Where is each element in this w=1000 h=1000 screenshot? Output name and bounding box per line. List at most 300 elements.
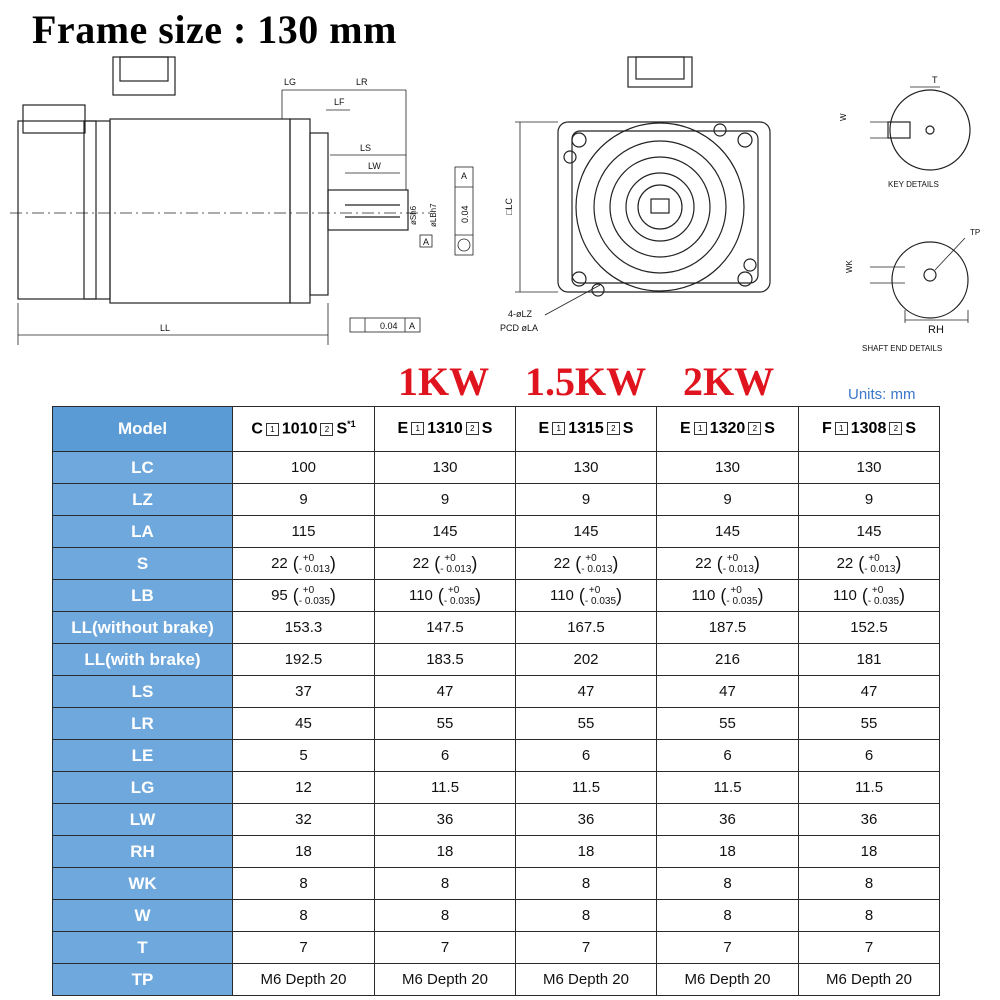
tolerance: [726, 585, 757, 607]
cell-value: 153.3: [284, 619, 323, 636]
model-suffix: S: [336, 420, 348, 438]
cell-value: 11.5: [571, 779, 601, 796]
table-cell: [799, 868, 940, 900]
cell-value: 12: [295, 779, 312, 796]
table-cell: [375, 644, 516, 676]
tolerance-paren: (: [711, 553, 723, 573]
cell-value: 202: [573, 651, 599, 668]
tolerance-paren: ): [895, 553, 902, 573]
table-cell: [375, 900, 516, 932]
shaft-end-details-drawing: [870, 238, 968, 323]
table-cell: [233, 708, 375, 740]
cell-value: 11.5: [713, 779, 742, 796]
model-suffix: S: [622, 420, 634, 437]
label-wk: WK: [845, 260, 854, 273]
table-cell: [516, 676, 657, 708]
tolerance-upper: +0: [868, 552, 880, 564]
tolerance: [581, 553, 612, 575]
label-t: T: [932, 75, 938, 85]
cell-value: 45: [295, 715, 312, 732]
table-cell: [375, 964, 516, 996]
tolerance: [864, 553, 895, 575]
table-cell: [657, 548, 799, 580]
cell-value: 47: [577, 683, 595, 700]
table-cell: [799, 932, 940, 964]
cell-value: 192.5: [284, 651, 323, 668]
table-row: [53, 804, 940, 836]
table-cell: [233, 740, 375, 772]
table-cell: [516, 964, 657, 996]
cell-value: 130: [714, 459, 741, 476]
tolerance-upper: +0: [585, 552, 597, 564]
cell-value: 183.5: [426, 651, 464, 668]
table-cell: [375, 932, 516, 964]
table-cell: [799, 644, 940, 676]
label-ls: LS: [360, 143, 372, 153]
row-label: LC: [53, 452, 233, 484]
table-cell: [657, 740, 799, 772]
cell-value: M6 Depth 20: [684, 971, 771, 988]
table-cell: [516, 740, 657, 772]
table-row: [53, 900, 940, 932]
cell-value: 110: [832, 586, 857, 604]
row-label: LB: [53, 580, 233, 612]
label-lb: øLBh7: [429, 203, 438, 227]
tolerance-lower: - 0.035: [298, 595, 330, 607]
technical-drawings: [0, 55, 1000, 365]
cell-value: 130: [432, 459, 458, 476]
table-cell: [657, 516, 799, 548]
table-cell: [516, 708, 657, 740]
cell-value: 55: [577, 715, 595, 732]
cell-value: 22: [271, 554, 288, 572]
power-label-2kw: 2KW: [683, 359, 775, 404]
table-cell: [799, 484, 940, 516]
tolerance-paren: (: [287, 553, 299, 573]
cell-value: 145: [573, 523, 599, 540]
cell-value: 7: [723, 939, 732, 956]
table-cell: [516, 516, 657, 548]
model-box-2: 2: [607, 422, 620, 435]
table-cell: [516, 644, 657, 676]
table-cell: [516, 580, 657, 612]
table-cell: [233, 772, 375, 804]
cell-value: 22: [412, 554, 430, 572]
model-number: 1315: [568, 420, 604, 437]
table-cell: [657, 612, 799, 644]
table-row: [53, 772, 940, 804]
cell-value: 7: [864, 939, 874, 956]
cell-value: 32: [295, 811, 312, 828]
label-ll: LL: [160, 323, 171, 333]
table-row: [53, 836, 940, 868]
table-cell: [657, 804, 799, 836]
cell-value: 167.5: [567, 619, 605, 636]
cell-value: 8: [581, 875, 591, 892]
tolerance-upper: +0: [302, 552, 315, 564]
cell-value: 22: [553, 554, 571, 572]
table-cell: [799, 964, 940, 996]
table-body: [53, 452, 940, 996]
label-runout: 0.04: [460, 205, 470, 223]
table-cell: [233, 516, 375, 548]
model-number: 1320: [709, 420, 746, 437]
tolerance-paren: (: [429, 553, 441, 573]
cell-value: 181: [856, 651, 882, 668]
table-cell: [375, 516, 516, 548]
table-cell: [375, 484, 516, 516]
cell-value: 115: [291, 523, 316, 540]
table-cell: [375, 772, 516, 804]
tolerance-lower: - 0.035: [867, 595, 900, 607]
cell-value: 47: [860, 683, 878, 700]
cell-value: 7: [299, 939, 308, 956]
tolerance: [444, 585, 475, 607]
tolerance-paren: ): [329, 585, 336, 605]
table-row: [53, 452, 940, 484]
cell-value: 47: [719, 683, 736, 700]
table-row: [53, 964, 940, 996]
model-footnote-mark: *1: [347, 419, 356, 430]
tolerance-upper: +0: [730, 584, 742, 596]
tolerance-paren: (: [856, 585, 868, 605]
cell-value: 6: [723, 747, 732, 764]
power-label-1kw: 1KW: [398, 359, 490, 404]
table-cell: [233, 644, 375, 676]
table-cell: [799, 676, 940, 708]
table-cell: [375, 708, 516, 740]
label-lz: 4-øLZ: [508, 309, 533, 319]
tolerance-paren: (: [715, 585, 727, 605]
table-cell: [375, 612, 516, 644]
table-row: [53, 484, 940, 516]
cell-value: 6: [864, 747, 874, 764]
table-cell: [516, 484, 657, 516]
model-number: 1310: [427, 420, 463, 437]
tolerance-paren: (: [432, 585, 444, 605]
label-w: W: [839, 113, 848, 121]
tolerance: [299, 553, 330, 575]
model-header: [375, 407, 516, 452]
row-label: S: [53, 548, 233, 580]
tolerance-paren: (: [573, 585, 585, 605]
cell-value: 8: [581, 907, 591, 924]
cell-value: 36: [436, 811, 454, 828]
tolerance-lower: - 0.035: [584, 595, 617, 607]
table-cell: [233, 676, 375, 708]
label-lf: LF: [334, 97, 345, 107]
cell-value: 9: [864, 491, 874, 508]
model-header: [233, 407, 375, 452]
tolerance-upper: +0: [447, 584, 460, 596]
model-box-1: 1: [694, 422, 707, 435]
row-label: W: [53, 900, 233, 932]
table-cell: [233, 804, 375, 836]
table-cell: [657, 900, 799, 932]
table-cell: [799, 452, 940, 484]
tolerance-lower: - 0.013: [864, 563, 896, 575]
table-cell: [233, 964, 375, 996]
cell-value: 18: [860, 843, 878, 860]
tolerance: [723, 553, 754, 575]
tolerance-paren: ): [612, 553, 619, 573]
cell-value: 9: [299, 491, 308, 508]
page-title: Frame size : 130 mm: [32, 7, 397, 52]
cell-value: 8: [440, 907, 450, 924]
front-view-drawing: [515, 57, 770, 315]
tolerance-upper: +0: [302, 584, 315, 596]
table-cell: [375, 580, 516, 612]
table-cell: [799, 836, 940, 868]
cell-value: 55: [436, 715, 454, 732]
table-row: [53, 644, 940, 676]
tolerance-upper: +0: [444, 552, 456, 564]
shaft-end-details-caption: SHAFT END DETAILS: [862, 344, 943, 353]
table-cell: [657, 772, 799, 804]
cell-value: 216: [714, 651, 741, 668]
table-cell: [657, 964, 799, 996]
label-lr: LR: [356, 77, 368, 87]
model-number: 1308: [850, 420, 887, 437]
model-suffix: S: [905, 420, 917, 437]
table-cell: [657, 676, 799, 708]
table-cell: [516, 452, 657, 484]
row-label: LA: [53, 516, 233, 548]
tolerance-lower: - 0.013: [440, 563, 472, 575]
model-prefix: F: [821, 420, 832, 437]
tolerance: [585, 585, 616, 607]
cell-value: 5: [299, 747, 308, 764]
table-cell: [799, 804, 940, 836]
cell-value: 11.5: [430, 779, 460, 796]
table-cell: [657, 708, 799, 740]
table-cell: [657, 484, 799, 516]
model-prefix: E: [680, 420, 691, 437]
tolerance-upper: +0: [726, 552, 739, 564]
cell-value: 152.5: [850, 619, 888, 636]
cell-value: 18: [719, 843, 736, 860]
cell-value: 8: [864, 875, 874, 892]
table-row: [53, 868, 940, 900]
units-label: Units: mm: [848, 386, 916, 403]
cell-value: 100: [290, 459, 317, 476]
cell-value: 187.5: [708, 619, 747, 636]
cell-value: 8: [723, 875, 732, 892]
table-cell: [375, 676, 516, 708]
model-box-2: 2: [748, 422, 761, 435]
table-cell: [233, 580, 375, 612]
cell-value: 8: [299, 875, 308, 892]
row-label: LG: [53, 772, 233, 804]
cell-value: 9: [440, 491, 450, 508]
row-label: LL(with brake): [53, 644, 233, 676]
model-box-1: 1: [411, 422, 424, 435]
table-cell: [233, 868, 375, 900]
label-lc: □LC: [504, 198, 514, 215]
tolerance-paren: ): [471, 553, 478, 573]
model-header: [799, 407, 940, 452]
cell-value: 147.5: [426, 619, 464, 636]
table-cell: [657, 836, 799, 868]
table-cell: [375, 868, 516, 900]
table-cell: [516, 932, 657, 964]
row-label: LR: [53, 708, 233, 740]
cell-value: 8: [299, 907, 308, 924]
table-cell: [799, 900, 940, 932]
table-cell: [799, 580, 940, 612]
table-row: [53, 708, 940, 740]
label-lg: LG: [284, 77, 297, 87]
dimensions-table: [52, 406, 940, 996]
drawing-canvas: [0, 55, 1000, 365]
tolerance-lower: - 0.013: [722, 563, 754, 575]
cell-value: 8: [440, 875, 450, 892]
table-cell: [516, 868, 657, 900]
row-label: LL(without brake): [53, 612, 233, 644]
tolerance-paren: ): [899, 585, 906, 605]
label-pcd: PCD øLA: [500, 323, 539, 333]
model-box-1: 1: [835, 422, 848, 435]
cell-value: 110: [549, 586, 574, 604]
cell-value: 22: [836, 554, 854, 572]
table-cell: [516, 804, 657, 836]
table-cell: [233, 900, 375, 932]
table-cell: [516, 772, 657, 804]
table-cell: [233, 452, 375, 484]
table-row: [53, 548, 940, 580]
tolerance-lower: - 0.013: [298, 563, 330, 575]
cell-value: 11.5: [854, 779, 884, 796]
label-tp: TP: [970, 228, 981, 237]
table-cell: [233, 484, 375, 516]
label-datum: A: [461, 171, 468, 181]
model-prefix: E: [397, 420, 409, 437]
row-label: LZ: [53, 484, 233, 516]
table-cell: [233, 836, 375, 868]
table-row: [53, 580, 940, 612]
row-label: LE: [53, 740, 233, 772]
label-datum-box: A: [423, 237, 430, 247]
tolerance: [868, 585, 899, 607]
table-cell: [233, 612, 375, 644]
tolerance-paren: ): [753, 553, 760, 573]
cell-value: 130: [573, 459, 599, 476]
row-label: TP: [53, 964, 233, 996]
cell-value: 6: [440, 747, 450, 764]
table-header-row: [53, 407, 940, 452]
cell-value: 130: [856, 459, 882, 476]
tolerance-paren: (: [570, 553, 582, 573]
cell-value: 47: [436, 683, 454, 700]
table-row: [53, 516, 940, 548]
table-row: [53, 740, 940, 772]
model-number: 1010: [281, 420, 318, 438]
side-view-drawing: [10, 57, 473, 345]
row-label: LW: [53, 804, 233, 836]
table-row: [53, 932, 940, 964]
tolerance: [440, 553, 471, 575]
model-suffix: S: [764, 420, 775, 437]
table-cell: [799, 516, 940, 548]
model-box-2: 2: [466, 422, 479, 435]
tolerance-paren: (: [853, 553, 865, 573]
power-label-1-5kw: 1.5KW: [525, 359, 647, 404]
table-cell: [799, 740, 940, 772]
cell-value: 145: [714, 523, 741, 540]
cell-value: M6 Depth 20: [402, 971, 488, 988]
model-header: [657, 407, 799, 452]
table-cell: [233, 548, 375, 580]
model-box-1: 1: [552, 422, 565, 435]
cell-value: 22: [695, 554, 712, 572]
tolerance-lower: - 0.035: [443, 595, 476, 607]
cell-value: M6 Depth 20: [826, 971, 912, 988]
cell-value: 18: [577, 843, 595, 860]
cell-value: M6 Depth 20: [543, 971, 629, 988]
cell-value: 145: [432, 523, 458, 540]
model-prefix: E: [538, 420, 550, 437]
cell-value: 7: [440, 939, 450, 956]
table-cell: [516, 900, 657, 932]
cell-value: 8: [864, 907, 874, 924]
table-cell: [375, 836, 516, 868]
key-details-caption: KEY DETAILS: [888, 180, 939, 189]
table-cell: [657, 580, 799, 612]
tolerance-lower: - 0.035: [726, 595, 758, 607]
key-details-drawing: [870, 87, 970, 170]
table-cell: [375, 452, 516, 484]
cell-value: 36: [860, 811, 878, 828]
model-header: [516, 407, 657, 452]
cell-value: 6: [581, 747, 591, 764]
model-box-2: 2: [320, 423, 333, 436]
tolerance-upper: +0: [588, 584, 601, 596]
label-perp-datum: A: [409, 321, 416, 331]
cell-value: 37: [295, 683, 312, 700]
cell-value: M6 Depth 20: [260, 971, 347, 988]
table-cell: [516, 548, 657, 580]
table-cell: [375, 804, 516, 836]
label-rh: RH: [928, 324, 944, 336]
model-prefix: C: [251, 420, 263, 438]
label-perpendicularity: 0.04: [380, 321, 398, 331]
table-cell: [375, 740, 516, 772]
table-cell: [516, 612, 657, 644]
table-cell: [516, 836, 657, 868]
cell-value: 8: [723, 907, 732, 924]
table-cell: [799, 612, 940, 644]
cell-value: 145: [856, 523, 882, 540]
tolerance-upper: +0: [871, 584, 884, 596]
row-label: T: [53, 932, 233, 964]
tolerance: [299, 585, 330, 607]
model-box-2: 2: [889, 422, 902, 435]
table-cell: [233, 932, 375, 964]
table-cell: [799, 708, 940, 740]
cell-value: 95: [271, 586, 288, 604]
cell-value: 9: [581, 491, 591, 508]
tolerance-lower: - 0.013: [581, 563, 613, 575]
table-cell: [657, 868, 799, 900]
label-s: øSh6: [409, 205, 418, 225]
cell-value: 55: [719, 715, 736, 732]
cell-value: 55: [860, 715, 878, 732]
table-cell: [657, 452, 799, 484]
tolerance-paren: ): [757, 585, 764, 605]
table-row: [53, 676, 940, 708]
cell-value: 110: [408, 586, 433, 604]
row-label: RH: [53, 836, 233, 868]
